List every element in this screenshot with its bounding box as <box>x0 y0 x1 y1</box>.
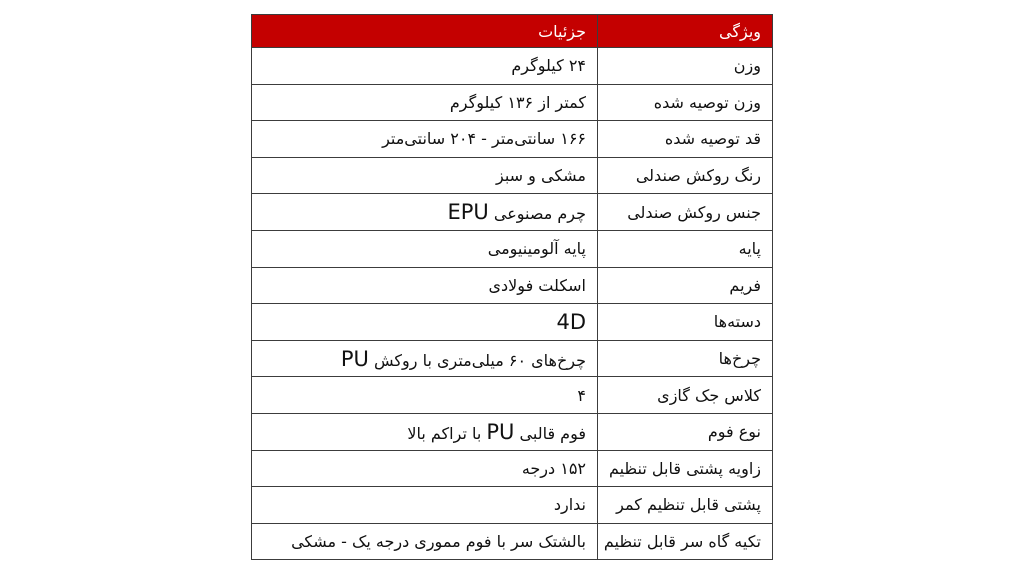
product-spec-table <box>251 14 773 560</box>
details-cell: ندارد <box>252 487 598 524</box>
latin-text: PU <box>486 419 515 444</box>
spec-table-body <box>252 48 773 560</box>
spec-table-row <box>252 413 773 450</box>
spec-table-row <box>252 450 773 487</box>
feature-cell: تکیه گاه سر قابل تنظیم <box>598 523 773 560</box>
latin-text: PU <box>340 346 369 371</box>
header-row <box>252 15 773 48</box>
details-cell: کمتر از ۱۳۶ کیلوگرم <box>252 84 598 121</box>
feature-cell: وزن <box>598 48 773 85</box>
details-cell: بالشتک سر با فوم مموری درجه یک - مشکی <box>252 523 598 560</box>
spec-table-row <box>252 48 773 85</box>
details-cell: ۱۵۲ درجه <box>252 450 598 487</box>
latin-text: 4D <box>556 309 586 334</box>
feature-cell: رنگ روکش صندلی <box>598 157 773 194</box>
latin-text: EPU <box>447 200 489 225</box>
feature-cell: چرخ‌ها <box>598 340 773 377</box>
feature-cell: قد توصیه شده <box>598 121 773 158</box>
details-cell: پایه آلومینیومی <box>252 230 598 267</box>
details-cell: ۲۴ کیلوگرم <box>252 48 598 85</box>
details-cell: اسکلت فولادی <box>252 267 598 304</box>
feature-cell: فریم <box>598 267 773 304</box>
details-cell <box>252 304 598 341</box>
spec-table-row <box>252 377 773 414</box>
feature-cell: پشتی قابل تنظیم کمر <box>598 487 773 524</box>
header-cell-details: جزئیات <box>252 15 598 48</box>
feature-cell: کلاس جک گازی <box>598 377 773 414</box>
header-cell-feature: ویژگی <box>598 15 773 48</box>
details-cell: ۱۶۶ سانتی‌متر - ۲۰۴ سانتی‌متر <box>252 121 598 158</box>
spec-table-row <box>252 157 773 194</box>
details-cell: چرخ‌های ۶۰ میلی‌متری با روکش PU <box>252 340 598 377</box>
feature-cell: پایه <box>598 230 773 267</box>
spec-table-row <box>252 121 773 158</box>
spec-table-row <box>252 304 773 341</box>
feature-cell: وزن توصیه شده <box>598 84 773 121</box>
details-cell: فوم قالبی PU با تراکم بالا <box>252 413 598 450</box>
details-cell: مشکی و سبز <box>252 157 598 194</box>
spec-table-row <box>252 230 773 267</box>
spec-table-row <box>252 487 773 524</box>
spec-table-row <box>252 84 773 121</box>
feature-cell: زاویه پشتی قابل تنظیم <box>598 450 773 487</box>
details-cell: چرم مصنوعی EPU <box>252 194 598 231</box>
feature-cell: دسته‌ها <box>598 304 773 341</box>
details-cell: ۴ <box>252 377 598 414</box>
spec-table-row <box>252 523 773 560</box>
spec-table-row <box>252 194 773 231</box>
feature-cell: جنس روکش صندلی <box>598 194 773 231</box>
spec-table-row <box>252 267 773 304</box>
feature-cell: نوع فوم <box>598 413 773 450</box>
spec-table-row <box>252 340 773 377</box>
